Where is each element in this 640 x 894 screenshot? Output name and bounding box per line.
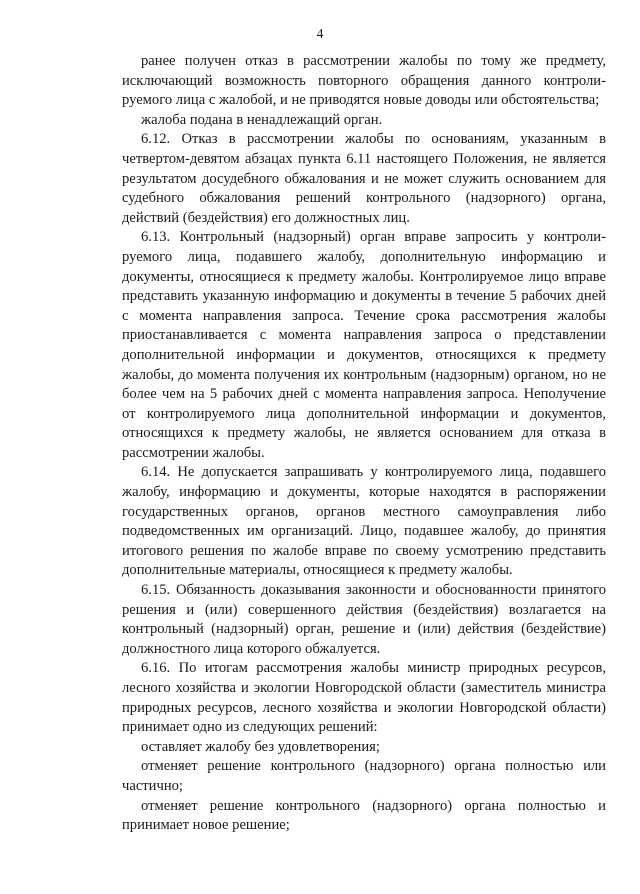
list-item-cancel-partially: отменяет решение контрольного (надзорного) органа полностью или частично; <box>122 758 606 794</box>
list-item-leave-unsatisfied: оставляет жалобу без удовлетворения; <box>141 738 380 755</box>
list-item-cancel-new-decision: отменяет решение контрольного (надзорного) органа полностью и принимает новое решение; <box>122 797 606 834</box>
paragraph-6-13: 6.13. Контрольный (надзорный) орган вправе запросить у контролируемого лица, подавшего жалобу, дополнительную информацию и документы, относящиеся к предмету жалобы. Контролируемое лицо вправе представить указанную информацию и документы в течение 5 рабочих дней с момента направления запроса. Течение срока рассмотрения жалобы приостанавливается с момента направления запроса о представлении дополнительной информации и документов, относящихся к предмету жалобы, до момента получения их контрольным (надзорным) органом, но не более чем на 5 рабочих дней с момента направления запроса. Неполучение от контролируемого лица дополнительной информации и документов, относящихся к предмету жалобы, не является основанием для отказа в рассмотрении жалобы. <box>122 229 606 461</box>
paragraph-prior-refusal: ранее получен отказ в рассмотрении жалобы по тому же предмету, исключающий возможность повторного обращения данного контролируемого лица с жалобой, и не приводятся новые доводы или обстоятельства; <box>122 53 606 109</box>
paragraph-6-14: 6.14. Не допускается запрашивать у контролируемого лица, подавшего жалобу, информацию и документы, которые находятся в распоряжении государственных органов, органов местного самоуправления либо подведомственных им организаций. Лицо, подавшее жалобу, до принятия итогового решения по жалобе вправе по своему усмотрению представить дополнительные материалы, относящиеся к предмету жалобы. <box>122 464 606 579</box>
paragraph-6-16: 6.16. По итогам рассмотрения жалобы министр природных ресурсов, лесного хозяйства и экологии Новгородской области (заместитель министра природных ресурсов, лесного хозяйства и экологии Новгородской области) принимает одно из следующих решений: <box>122 660 606 736</box>
paragraph-wrong-body: жалоба подана в ненадлежащий орган. <box>141 111 383 128</box>
page-number: 4 <box>316 26 324 41</box>
document-body <box>122 52 606 836</box>
paragraph-6-15: 6.15. Обязанность доказывания законности и обоснованности принятого решения и (или) совершенного действия (бездействия) возлагается на контрольный (надзорный) орган, решение и (или) действия (бездействие) должностного лица которого обжалуется. <box>122 582 606 657</box>
paragraph-6-12: 6.12. Отказ в рассмотрении жалобы по основаниям, указанным в четвертом-девятом абзацах пункта 6.11 настоящего Положения, не является результатом досудебного обжалования и не может служить основанием для судебного обжалования решений контрольного (надзорного) органа, действий (бездействия) его должностных лиц. <box>122 131 606 226</box>
